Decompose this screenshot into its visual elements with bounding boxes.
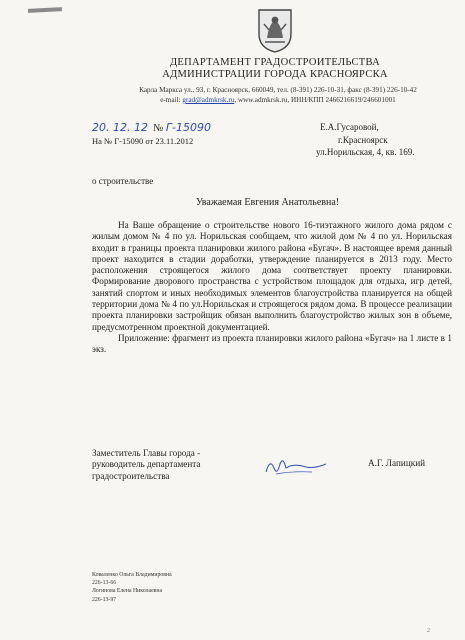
signatory-name: А.Г. Лапицкий — [368, 458, 426, 468]
email-line — [103, 95, 453, 105]
recipient-city: г.Красноярск — [338, 134, 388, 145]
site-and-ids: , www.admkrsk.ru, ИНН/КПП 2466216619/246601001 — [234, 96, 396, 104]
greeting: Уважаемая Евгения Анатольевна! — [195, 197, 340, 208]
page-number: 2 — [427, 628, 430, 634]
executors-footer — [92, 571, 292, 604]
handwritten-date: 20. 12. 12 — [92, 121, 148, 134]
city-coat-of-arms-icon — [257, 8, 293, 54]
handwritten-number: Г-15090 — [165, 121, 211, 134]
signatory-title-line-1: Заместитель Главы города - — [92, 448, 201, 458]
department-header — [160, 57, 390, 81]
recipient-address: ул.Норильская, 4, кв. 169. — [316, 147, 415, 157]
executor-1-name: Коваленко Ольга Владимировна — [92, 572, 172, 578]
address-line: Карла Маркса ул., 93, г. Красноярск, 660049, тел. (8-391) 226-10-31, факс (8-391) 226-10-42 — [139, 86, 417, 94]
department-line-2: АДМИНИСТРАЦИИ ГОРОДА КРАСНОЯРСКА — [162, 69, 388, 80]
letter-body — [92, 220, 452, 356]
contact-details — [103, 85, 453, 105]
signatory-title-line-2: руководитель департамента — [92, 459, 201, 470]
reply-reference: На № Г-15090 от 23.11.2012 — [92, 136, 194, 146]
signatory-title-line-3: градостроительства — [92, 470, 170, 481]
number-label: № — [153, 123, 164, 134]
recipient-name: Е.А.Гусаровой, — [320, 122, 379, 132]
main-paragraph: На Ваше обращение о строительстве нового 16-тиэтажного жилого дома рядом с жилым домом № 4 по ул. Норильская сообщаем, что жилой дом № 4 по ул. Норильская входит в границы проекта планировки жилого района «Бугач». В настоящее время данный проект находится в стадии доработки, утверждение планируется в 2013 году. Место расположения строящегося жилого дома соответствует проекту планировки. Формирование дворового пространства с устройством площадок для отдыха, игр детей, занятий спортом и иных необходимых элементов благоустройства планируется на общей территории дома № 4 по ул.Норильская и строящегося рядом дома. В процессе реализации проекта планировки застройщик обязан выполнить благоустройство жилых зон в объеме, предусмотренном проектной документацией. — [92, 220, 452, 332]
scan-corner-mark — [28, 7, 62, 13]
email-link[interactable]: grad@admkrsk.ru — [182, 96, 235, 104]
executor-2-name: Логинова Елена Николаевна — [92, 588, 163, 595]
signatory-title — [92, 448, 252, 482]
letter-subject: о строительстве — [92, 176, 154, 186]
handwritten-signature — [262, 452, 332, 480]
department-line-1: ДЕПАРТАМЕНТ ГРАДОСТРОИТЕЛЬСТВА — [169, 57, 381, 68]
recipient-block — [316, 121, 456, 159]
email-label: e-mail: — [160, 96, 181, 104]
executor-1-phone: 226-13-66 — [92, 580, 117, 587]
attachment-paragraph: Приложение: фрагмент из проекта планировки жилого района «Бугач» на 1 листе в 1 экз. — [92, 332, 452, 355]
executor-2-phone: 226-13-97 — [92, 596, 117, 603]
outgoing-reference — [92, 121, 211, 134]
